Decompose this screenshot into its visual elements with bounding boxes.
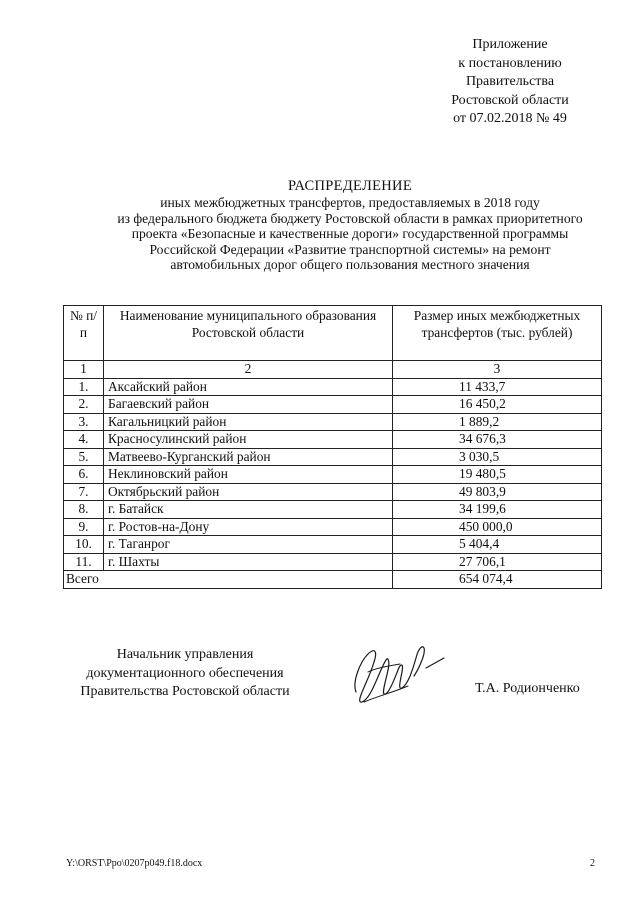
appendix-line: Правительства xyxy=(465,74,555,89)
appendix-line: Приложение xyxy=(472,37,548,52)
column-number: 1 xyxy=(64,361,104,379)
table-row xyxy=(64,396,602,414)
table-row xyxy=(64,431,602,449)
heading-line: иных межбюджетных трансфертов, предоставляемых в 2018 году xyxy=(160,195,540,210)
table-row xyxy=(64,536,602,554)
row-number: 9. xyxy=(64,518,104,536)
row-number: 4. xyxy=(64,431,104,449)
row-number: 6. xyxy=(64,466,104,484)
file-path: Y:\ORST\Ppo\0207p049.f18.docx xyxy=(66,858,203,869)
table-row xyxy=(64,518,602,536)
heading-line: проекта «Безопасные и качественные дороги» государственной программы xyxy=(131,226,569,241)
total-label: Всего xyxy=(64,571,393,589)
row-number: 2. xyxy=(64,396,104,414)
appendix-line: Ростовской области xyxy=(451,92,569,108)
heading-line: автомобильных дорог общего пользования местного значения xyxy=(170,257,530,272)
appendix-block xyxy=(420,36,600,129)
municipality-name: г. Батайск xyxy=(104,501,393,519)
transfer-amount: 450 000,0 xyxy=(393,518,602,536)
row-number: 10. xyxy=(64,536,104,554)
municipality-name: Октябрьский район xyxy=(104,483,393,501)
municipality-name: Аксайский район xyxy=(104,378,393,396)
row-number: 11. xyxy=(64,553,104,571)
municipality-name: г. Ростов-на-Дону xyxy=(104,518,393,536)
transfer-amount: 5 404,4 xyxy=(393,536,602,554)
transfer-amount: 49 803,9 xyxy=(393,483,602,501)
table-row xyxy=(64,448,602,466)
signatory-position xyxy=(60,646,310,702)
transfer-amount: 34 676,3 xyxy=(393,431,602,449)
table-row xyxy=(64,413,602,431)
signatory-name: Т.А. Родионченко xyxy=(475,681,580,696)
table-row xyxy=(64,501,602,519)
municipality-name: Красносулинский район xyxy=(104,431,393,449)
table-row xyxy=(64,553,602,571)
appendix-line: от 07.02.2018 № 49 xyxy=(453,111,567,126)
transfer-amount: 11 433,7 xyxy=(393,378,602,396)
page-number: 2 xyxy=(590,858,595,869)
transfer-amount: 34 199,6 xyxy=(393,501,602,519)
column-number: 2 xyxy=(104,361,393,379)
transfer-amount: 19 480,5 xyxy=(393,466,602,484)
header-number: № п/п xyxy=(64,306,104,361)
heading-line: Российской Федерации «Развитие транспортной системы» на ремонт xyxy=(149,241,551,257)
municipality-name: г. Таганрог xyxy=(104,536,393,554)
municipality-name: Кагальницкий район xyxy=(104,413,393,431)
table-row xyxy=(64,378,602,396)
row-number: 3. xyxy=(64,413,104,431)
municipality-name: Матвеево-Курганский район xyxy=(104,448,393,466)
row-number: 5. xyxy=(64,448,104,466)
municipality-name: Багаевский район xyxy=(104,396,393,414)
row-number: 7. xyxy=(64,483,104,501)
appendix-line: к постановлению xyxy=(458,55,562,71)
transfer-amount: 16 450,2 xyxy=(393,396,602,414)
signatory-line: документационного обеспечения xyxy=(86,665,284,681)
column-number-row xyxy=(64,361,602,379)
distribution-table xyxy=(63,305,602,589)
municipality-name: Неклиновский район xyxy=(104,466,393,484)
signatory-line: Правительства Ростовской области xyxy=(80,684,290,699)
table-row xyxy=(64,466,602,484)
transfer-amount: 1 889,2 xyxy=(393,413,602,431)
table-header-row xyxy=(64,306,602,361)
transfer-amount: 27 706,1 xyxy=(393,553,602,571)
handwritten-signature xyxy=(338,632,458,714)
heading-line: из федерального бюджета бюджету Ростовской области в рамках приоритетного xyxy=(117,210,583,226)
document-title: РАСПРЕДЕЛЕНИЕ xyxy=(288,178,412,194)
municipality-name: г. Шахты xyxy=(104,553,393,571)
total-amount: 654 074,4 xyxy=(393,571,602,589)
header-name: Наименование муниципального образования Ростовской области xyxy=(104,306,393,361)
document-heading xyxy=(40,177,640,273)
header-amount: Размер иных межбюджетных трансфертов (тыс. рублей) xyxy=(393,306,602,361)
column-number: 3 xyxy=(393,361,602,379)
table-row xyxy=(64,483,602,501)
total-row xyxy=(64,571,602,589)
signatory-line: Начальник управления xyxy=(116,647,254,662)
row-number: 1. xyxy=(64,378,104,396)
row-number: 8. xyxy=(64,501,104,519)
transfer-amount: 3 030,5 xyxy=(393,448,602,466)
